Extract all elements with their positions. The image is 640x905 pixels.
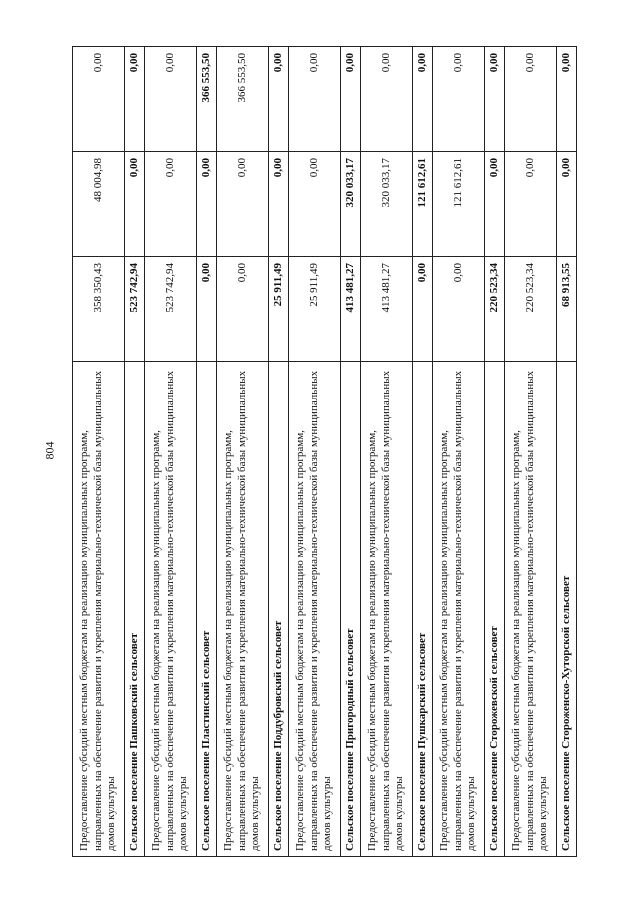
row-label: Предоставление субсидий местным бюджетам на реализацию муниципальных программ, направленных на обеспечение развития и укрепления материально-технической базы муниципальных домов культуры [217,362,269,857]
settlement-row [269,47,289,857]
row-label: Предоставление субсидий местным бюджетам на реализацию муниципальных программ, направленных на обеспечение развития и укрепления материально-технической базы муниципальных домов культуры [361,362,413,857]
value-col-1: 220 523,34 [505,257,557,362]
rotated-table-container [72,47,572,857]
value-col-1: 523 742,94 [145,257,197,362]
row-label: Сельское поселение Пластинский сельсовет [197,362,217,857]
value-col-3: 366 553,50 [197,47,217,152]
subsidy-row [505,47,557,857]
page-number: 804 [42,441,57,460]
value-col-1: 0,00 [197,257,217,362]
subsidy-row [217,47,269,857]
row-label: Предоставление субсидий местным бюджетам на реализацию муниципальных программ, направленных на обеспечение развития и укрепления материально-технической базы муниципальных домов культуры [73,362,125,857]
row-label: Сельское поселение Сторожевской сельсовет [485,362,505,857]
value-col-2: 320 033,17 [341,152,361,257]
value-col-3: 0,00 [557,47,577,152]
value-col-3: 0,00 [73,47,125,152]
value-col-3: 0,00 [341,47,361,152]
value-col-3: 0,00 [485,47,505,152]
subsidy-row [145,47,197,857]
value-col-3: 0,00 [289,47,341,152]
value-col-3: 0,00 [361,47,413,152]
value-col-2: 0,00 [197,152,217,257]
value-col-3: 366 553,50 [217,47,269,152]
subsidy-row [289,47,341,857]
table-body [73,47,577,857]
settlement-row [557,47,577,857]
value-col-3: 0,00 [505,47,557,152]
value-col-2: 0,00 [505,152,557,257]
value-col-1: 0,00 [217,257,269,362]
value-col-1: 68 913,55 [557,257,577,362]
row-label: Сельское поселение Пригородный сельсовет [341,362,361,857]
value-col-3: 0,00 [413,47,433,152]
value-col-2: 121 612,61 [433,152,485,257]
value-col-2: 0,00 [289,152,341,257]
row-label: Сельское поселение Стороженско-Хуторской сельсовет [557,362,577,857]
row-label: Предоставление субсидий местным бюджетам на реализацию муниципальных программ, направленных на обеспечение развития и укрепления материально-технической базы муниципальных домов культуры [433,362,485,857]
row-label: Предоставление субсидий местным бюджетам на реализацию муниципальных программ, направленных на обеспечение развития и укрепления материально-технической базы муниципальных домов культуры [289,362,341,857]
subsidy-row [361,47,413,857]
value-col-1: 0,00 [413,257,433,362]
row-label: Сельское поселение Пушкарский сельсовет [413,362,433,857]
subsidy-row [433,47,485,857]
value-col-1: 0,00 [433,257,485,362]
value-col-3: 0,00 [433,47,485,152]
value-col-1: 25 911,49 [289,257,341,362]
value-col-3: 0,00 [145,47,197,152]
settlement-row [125,47,145,857]
table-region [72,47,572,857]
value-col-2: 48 004,98 [73,152,125,257]
value-col-2: 121 612,61 [413,152,433,257]
value-col-1: 413 481,27 [341,257,361,362]
value-col-3: 0,00 [269,47,289,152]
value-col-2: 0,00 [485,152,505,257]
value-col-2: 0,00 [125,152,145,257]
value-col-1: 523 742,94 [125,257,145,362]
row-label: Сельское поселение Пашковский сельсовет [125,362,145,857]
settlement-row [197,47,217,857]
budget-table [72,46,577,857]
value-col-2: 0,00 [145,152,197,257]
row-label: Предоставление субсидий местным бюджетам на реализацию муниципальных программ, направленных на обеспечение развития и укрепления материально-технической базы муниципальных домов культуры [145,362,197,857]
subsidy-row [73,47,125,857]
row-label: Предоставление субсидий местным бюджетам на реализацию муниципальных программ, направленных на обеспечение развития и укрепления материально-технической базы муниципальных домов культуры [505,362,557,857]
settlement-row [341,47,361,857]
value-col-3: 0,00 [125,47,145,152]
value-col-1: 220 523,34 [485,257,505,362]
value-col-1: 25 911,49 [269,257,289,362]
settlement-row [413,47,433,857]
settlement-row [485,47,505,857]
value-col-2: 0,00 [557,152,577,257]
value-col-2: 0,00 [269,152,289,257]
value-col-2: 320 033,17 [361,152,413,257]
value-col-1: 413 481,27 [361,257,413,362]
value-col-2: 0,00 [217,152,269,257]
row-label: Сельское поселение Поддубровский сельсовет [269,362,289,857]
value-col-1: 358 350,43 [73,257,125,362]
